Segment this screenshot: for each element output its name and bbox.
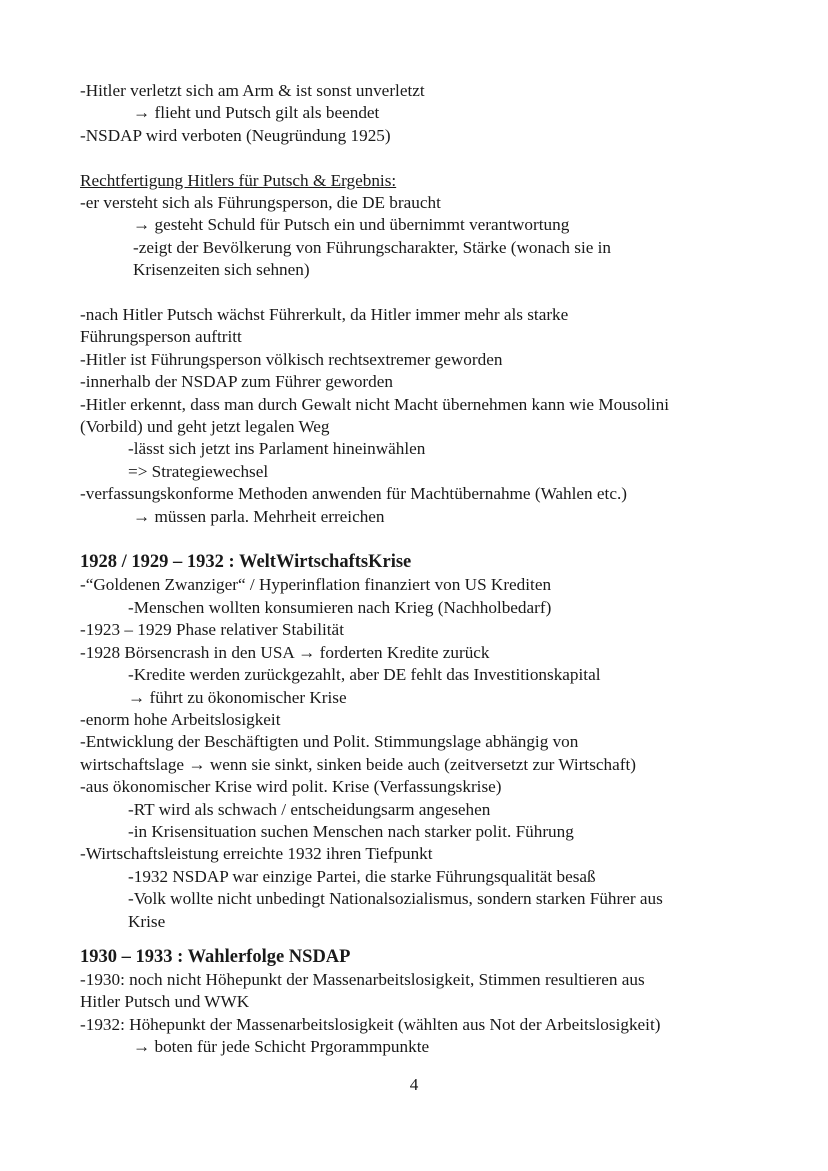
- paragraph-spacer: [80, 528, 780, 550]
- text-line: -NSDAP wird verboten (Neugründung 1925): [80, 125, 391, 145]
- text-line: -1932 NSDAP war einzige Partei, die starke Führungsqualität besaß: [128, 866, 596, 886]
- text-line: (Vorbild) und geht jetzt legalen Weg: [80, 417, 330, 437]
- text-line: → müssen parla. Mehrheit erreichen: [133, 506, 385, 526]
- text-line: → gesteht Schuld für Putsch ein und übernimmt verantwortung: [133, 215, 570, 235]
- text-line: -aus ökonomischer Krise wird polit. Krise (Verfassungskrise): [80, 777, 502, 797]
- text-line: -Volk wollte nicht unbedingt Nationalsozialismus, sondern starken Führer aus: [128, 889, 663, 909]
- text-line: -Hitler ist Führungsperson völkisch rechtsextremer geworden: [80, 349, 503, 369]
- subsection-title: Rechtfertigung Hitlers für Putsch & Ergebnis:: [80, 170, 397, 190]
- text-line: => Strategiewechsel: [128, 461, 269, 481]
- text-line: → boten für jede Schicht Prgorammpunkte: [133, 1037, 430, 1057]
- document-page: [80, 80, 780, 1059]
- text-line: Krise: [128, 911, 166, 931]
- text-line: -1930: noch nicht Höhepunkt der Massenarbeitslosigkeit, Stimmen resultieren aus: [80, 969, 645, 989]
- text-line: -Kredite werden zurückgezahlt, aber DE fehlt das Investitionskapital: [128, 665, 601, 685]
- text-line: Hitler Putsch und WWK: [80, 992, 250, 1012]
- section-heading: 1930 – 1933 : Wahlerfolge NSDAP: [80, 946, 351, 967]
- text-line: -Hitler verletzt sich am Arm & ist sonst unverletzt: [80, 81, 425, 100]
- text-line: → flieht und Putsch gilt als beendet: [133, 103, 380, 123]
- text-line: -Hitler erkennt, dass man durch Gewalt nicht Macht übernehmen kann wie Mousolini: [80, 394, 669, 414]
- text-line: wirtschaftslage → wenn sie sinkt, sinken beide auch (zeitversetzt zur Wirtschaft): [80, 754, 636, 774]
- text-line: -innerhalb der NSDAP zum Führer geworden: [80, 372, 393, 392]
- paragraph-spacer: [80, 147, 780, 169]
- text-line: Krisenzeiten sich sehnen): [133, 260, 310, 280]
- text-line: -in Krisensituation suchen Menschen nach starker polit. Führung: [128, 821, 574, 841]
- text-line: -Menschen wollten konsumieren nach Krieg (Nachholbedarf): [128, 597, 552, 617]
- text-line: -1932: Höhepunkt der Massenarbeitslosigkeit (wählten aus Not der Arbeitslosigkeit): [80, 1014, 661, 1034]
- text-line: -er versteht sich als Führungsperson, die DE braucht: [80, 193, 441, 213]
- text-line: -zeigt der Bevölkerung von Führungscharakter, Stärke (wonach sie in: [133, 237, 612, 257]
- text-line: -1928 Börsencrash in den USA → forderten Kredite zurück: [80, 642, 490, 662]
- text-line: → führt zu ökonomischer Krise: [128, 687, 347, 707]
- text-line: -RT wird als schwach / entscheidungsarm angesehen: [128, 799, 491, 819]
- text-line: Führungsperson auftritt: [80, 327, 242, 347]
- text-line: -“Goldenen Zwanziger“ / Hyperinflation finanziert von US Krediten: [80, 575, 552, 595]
- paragraph-spacer: [80, 933, 780, 945]
- page-number: 4: [409, 1075, 419, 1094]
- section-heading: 1928 / 1929 – 1932 : WeltWirtschaftsKrise: [80, 552, 412, 573]
- text-line: -verfassungskonforme Methoden anwenden für Machtübernahme (Wahlen etc.): [80, 484, 627, 504]
- text-line: -nach Hitler Putsch wächst Führerkult, da Hitler immer mehr als starke: [80, 305, 569, 325]
- text-line: -1923 – 1929 Phase relativer Stabilität: [80, 620, 344, 640]
- paragraph-spacer: [80, 282, 780, 304]
- text-line: -Entwicklung der Beschäftigten und Polit. Stimmungslage abhängig von: [80, 732, 579, 752]
- text-line: -enorm hohe Arbeitslosigkeit: [80, 709, 281, 729]
- text-line: -lässt sich jetzt ins Parlament hineinwählen: [128, 439, 426, 459]
- text-line: -Wirtschaftsleistung erreichte 1932 ihren Tiefpunkt: [80, 844, 433, 864]
